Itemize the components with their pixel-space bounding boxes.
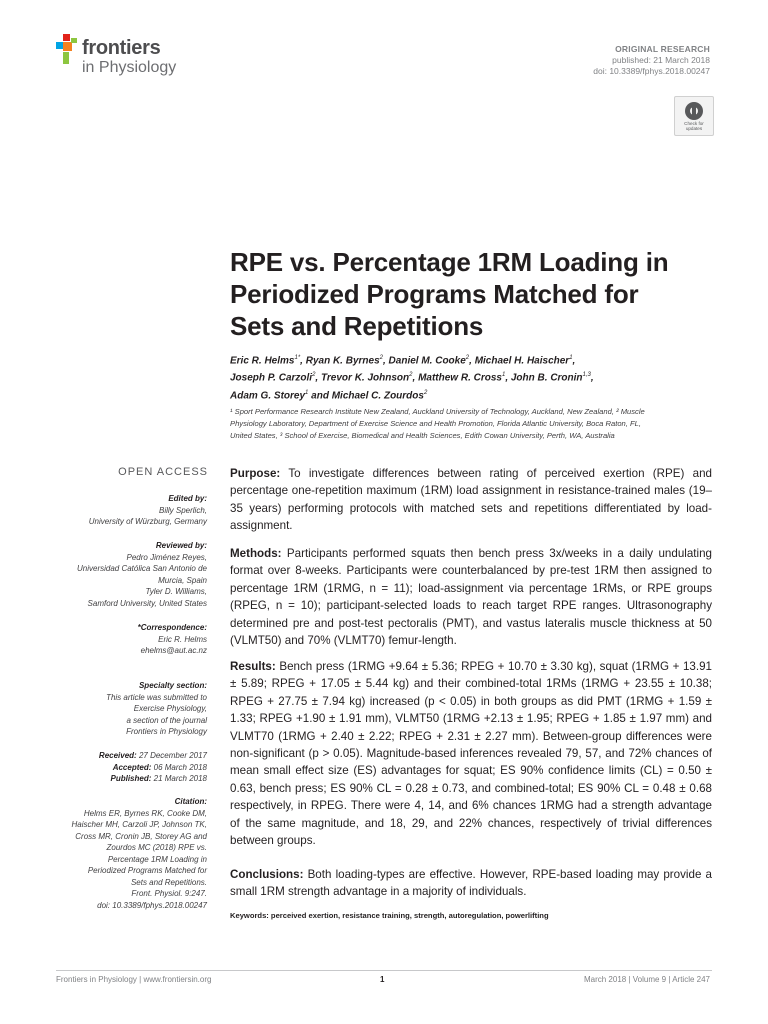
keywords: Keywords: perceived exertion, resistance training, strength, autoregulation, powerlifting bbox=[230, 911, 549, 920]
citation-section bbox=[40, 796, 207, 911]
author-sup: 1 bbox=[501, 372, 506, 379]
citation-line: Helms ER, Byrnes RK, Cooke DM, bbox=[83, 808, 207, 818]
purpose-text: To investigate differences between rating of perceived exertion (RPE) and percentage one-repetition maximum (1RM) load assignment in resistance-trained males (19–35 years) performing protocols with matched sets and repetitions differentiated by load-assignment. bbox=[230, 467, 712, 533]
published-date: published: 21 March 2018 bbox=[612, 55, 710, 65]
check-for-updates-button[interactable] bbox=[674, 96, 714, 136]
correspondence-section bbox=[40, 622, 207, 657]
author-name[interactable]: Daniel M. Cooke bbox=[388, 355, 466, 367]
author-sup: 2 bbox=[379, 355, 383, 361]
reviewed-by-section bbox=[40, 540, 207, 609]
author-sup: 2 bbox=[423, 389, 428, 396]
specialty-line: This article was submitted to bbox=[106, 692, 207, 702]
affiliation-line: Physiology Laboratory, Department of Exercise Science and Health Promotion, Florida Atlantic University, Boca Raton, FL, bbox=[230, 419, 641, 428]
article-type: ORIGINAL RESEARCH bbox=[615, 44, 710, 54]
frontiers-logo-icon bbox=[56, 34, 78, 66]
article-title bbox=[230, 246, 720, 342]
abstract-purpose bbox=[230, 465, 712, 535]
citation-line: Percentage 1RM Loading in bbox=[107, 854, 207, 864]
footer-issue: March 2018 | Volume 9 | Article 247 bbox=[583, 975, 710, 984]
page-number: 1 bbox=[380, 975, 385, 984]
received-date: Received: 27 December 2017 bbox=[98, 751, 207, 760]
title-line: Periodized Programs Matched for bbox=[230, 279, 639, 309]
author-name[interactable]: Trevor K. Johnson bbox=[320, 372, 410, 384]
edited-by-heading: Edited by: bbox=[168, 494, 207, 503]
citation-line: Front. Physiol. 9:247. bbox=[131, 889, 207, 898]
specialty-line: a section of the journal bbox=[126, 715, 207, 725]
author-name[interactable]: Adam G. Storey bbox=[230, 389, 306, 401]
specialty-section bbox=[40, 680, 207, 738]
logo-journal: in Physiology bbox=[82, 59, 177, 76]
author-name[interactable]: Ryan K. Byrnes bbox=[305, 355, 380, 367]
author-sup: 1* bbox=[294, 355, 301, 361]
editor-line: University of Würzburg, Germany bbox=[88, 517, 207, 526]
reviewed-by-heading: Reviewed by: bbox=[155, 541, 207, 550]
correspondence-heading: *Correspondence: bbox=[137, 623, 207, 632]
svg-text:updates: updates bbox=[685, 126, 703, 131]
citation-line: Haischer MH, Carzoli JP, Johnson TK, bbox=[71, 820, 207, 829]
edited-by-section bbox=[40, 493, 207, 528]
correspondence-email[interactable]: ehelms@aut.ac.nz bbox=[140, 646, 207, 655]
footer-divider bbox=[56, 970, 712, 971]
author-sup: 2 bbox=[409, 372, 413, 379]
author-name[interactable]: Joseph P. Carzoli bbox=[230, 372, 313, 384]
svg-text:Check for: Check for bbox=[684, 121, 704, 126]
open-access-label: OPEN ACCESS bbox=[118, 466, 208, 478]
abstract-conclusions bbox=[230, 866, 712, 901]
abstract-results bbox=[230, 658, 712, 849]
citation-line: Sets and Repetitions. bbox=[130, 877, 207, 887]
accepted-date: Accepted: 06 March 2018 bbox=[112, 762, 207, 772]
abstract-methods bbox=[230, 545, 712, 649]
correspondence-name: Eric R. Helms bbox=[158, 634, 207, 644]
published-date-side: Published: 21 March 2018 bbox=[110, 774, 207, 783]
specialty-line: Frontiers in Physiology bbox=[126, 727, 207, 736]
citation-doi[interactable]: doi: 10.3389/fphys.2018.00247 bbox=[97, 900, 207, 910]
results-label: Results: bbox=[230, 660, 276, 673]
author-sup: 1 bbox=[569, 355, 573, 361]
methods-text: Participants performed squats then bench press 3x/weeks in a daily undulating format over 8-weeks. Participants were counterbalanced by pre-test 1RM then assigned to percentage 1RM (1RMG, n = 11); load-assignment via percentage 1RMs, or RPE groups (RPEG, n = 10); participant-selected loads to reach target RPE ranges. Ultrasonography determined pre and post-test pectoralis (PMT), and vastus lateralis muscle thickness at 50 (VLMT50) and 70% (VLMT70) femur-length. bbox=[230, 547, 712, 648]
author-name[interactable]: Michael C. Zourdos bbox=[331, 389, 424, 401]
author-name[interactable]: Eric R. Helms bbox=[230, 355, 295, 367]
results-text: Bench press (1RMG +9.64 ± 5.36; RPEG + 10.70 ± 3.30 kg), squat (1RMG + 13.91 ± 5.89; RPEG + 17.05 ± 5.44 kg) and their combined-total 1RMs (1RMG + 23.55 ± 10.38; RPEG + 27.75 ± 7.94 kg) increased (p < 0.05) in both groups as did PMT (1RMG + 1.59 ± 1.33; RPEG +1.90 ± 1.91 mm), VLMT50 (1RMG +2.13 ± 1.95; RPEG + 1.85 ± 1.97 mm) and VLMT70 (1RMG + 2.40 ± 2.22; RPEG + 2.31 ± 2.27 mm). Between-group differences were non-significant (p > 0.05). Magnitude-based inferences revealed 79, 57, and 72% chances of mean small effect size (ES) advantages for squat; ES 90% confidence limits (CL) = 0.50 ± 0.63, bench press; ES 90% CL = 0.28 ± 0.73, and combined-total; ES 90% CL = 0.48 ± 0.68 respectively, in RPEG. There were 4, 14, and 6% chances 1RMG had a strength advantage of the same magnitude, and 18, 29, and 22% chances, respectively of trivial differences between groups. bbox=[230, 660, 712, 848]
crossmark-icon bbox=[675, 97, 713, 135]
reviewer-line: Universidad Católica San Antonio de bbox=[76, 564, 207, 573]
author-list: Eric R. Helms$^{1*}$, Ryan K. Byrnes$^2$, Daniel M. Cooke$^2$, Michael H. Haischer$^1$, Joseph P. Carzoli$^2$, Trevor K. Johnson$^2$, Matthew R. Cross$^1$, John B. Cronin$^{1,3}$, Adam G. Storey$^1$ and Michael C. Zourdos$^2$ bbox=[230, 355, 594, 401]
logo-brand: frontiers bbox=[82, 37, 161, 59]
author-sup: 1,3 bbox=[582, 372, 591, 379]
reviewer-line: Samford University, United States bbox=[87, 598, 207, 608]
dates-section bbox=[40, 750, 207, 785]
citation-heading: Citation: bbox=[174, 797, 207, 806]
affiliations bbox=[230, 406, 700, 442]
citation-line: Cross MR, Cronin JB, Storey AG and bbox=[75, 831, 207, 841]
author-sup: 2 bbox=[312, 372, 316, 379]
affiliation-line: United States, ³ School of Exercise, Biomedical and Health Sciences, Edith Cowan University, Perth, WA, Australia bbox=[230, 431, 615, 440]
citation-line: Periodized Programs Matched for bbox=[87, 866, 207, 875]
conclusions-label: Conclusions: bbox=[230, 868, 304, 881]
specialty-line: Exercise Physiology, bbox=[133, 704, 207, 713]
citation-line: Zourdos MC (2018) RPE vs. bbox=[106, 843, 207, 852]
purpose-label: Purpose: bbox=[230, 467, 281, 480]
affiliation-line: ¹ Sport Performance Research Institute New Zealand, Auckland University of Technology, Auckland, New Zealand, ² Muscle bbox=[230, 407, 645, 416]
doi[interactable]: doi: 10.3389/fphys.2018.00247 bbox=[593, 66, 710, 76]
specialty-heading: Specialty section: bbox=[138, 681, 207, 690]
editor-line: Billy Sperlich, bbox=[158, 505, 207, 515]
conclusions-text: Both loading-types are effective. However, RPE-based loading may provide a small 1RM strength advantage in a majority of individuals. bbox=[230, 868, 712, 899]
title-line: Sets and Repetitions bbox=[230, 311, 484, 341]
journal-logo[interactable] bbox=[56, 34, 236, 82]
title-line: RPE vs. Percentage 1RM Loading in bbox=[230, 247, 669, 277]
reviewer-line: Tyler D. Williams, bbox=[145, 587, 207, 596]
author-sup: 2 bbox=[465, 355, 470, 361]
author-name[interactable]: Michael H. Haischer bbox=[474, 355, 570, 367]
footer-journal[interactable]: Frontiers in Physiology | www.frontiersin.org bbox=[56, 975, 212, 984]
author-sup: 1 bbox=[305, 389, 309, 396]
author-name[interactable]: John B. Cronin bbox=[510, 372, 583, 384]
methods-label: Methods: bbox=[230, 547, 282, 560]
reviewer-line: Murcia, Spain bbox=[158, 575, 207, 585]
reviewer-line: Pedro Jiménez Reyes, bbox=[126, 552, 207, 562]
author-name[interactable]: Matthew R. Cross bbox=[418, 372, 502, 384]
